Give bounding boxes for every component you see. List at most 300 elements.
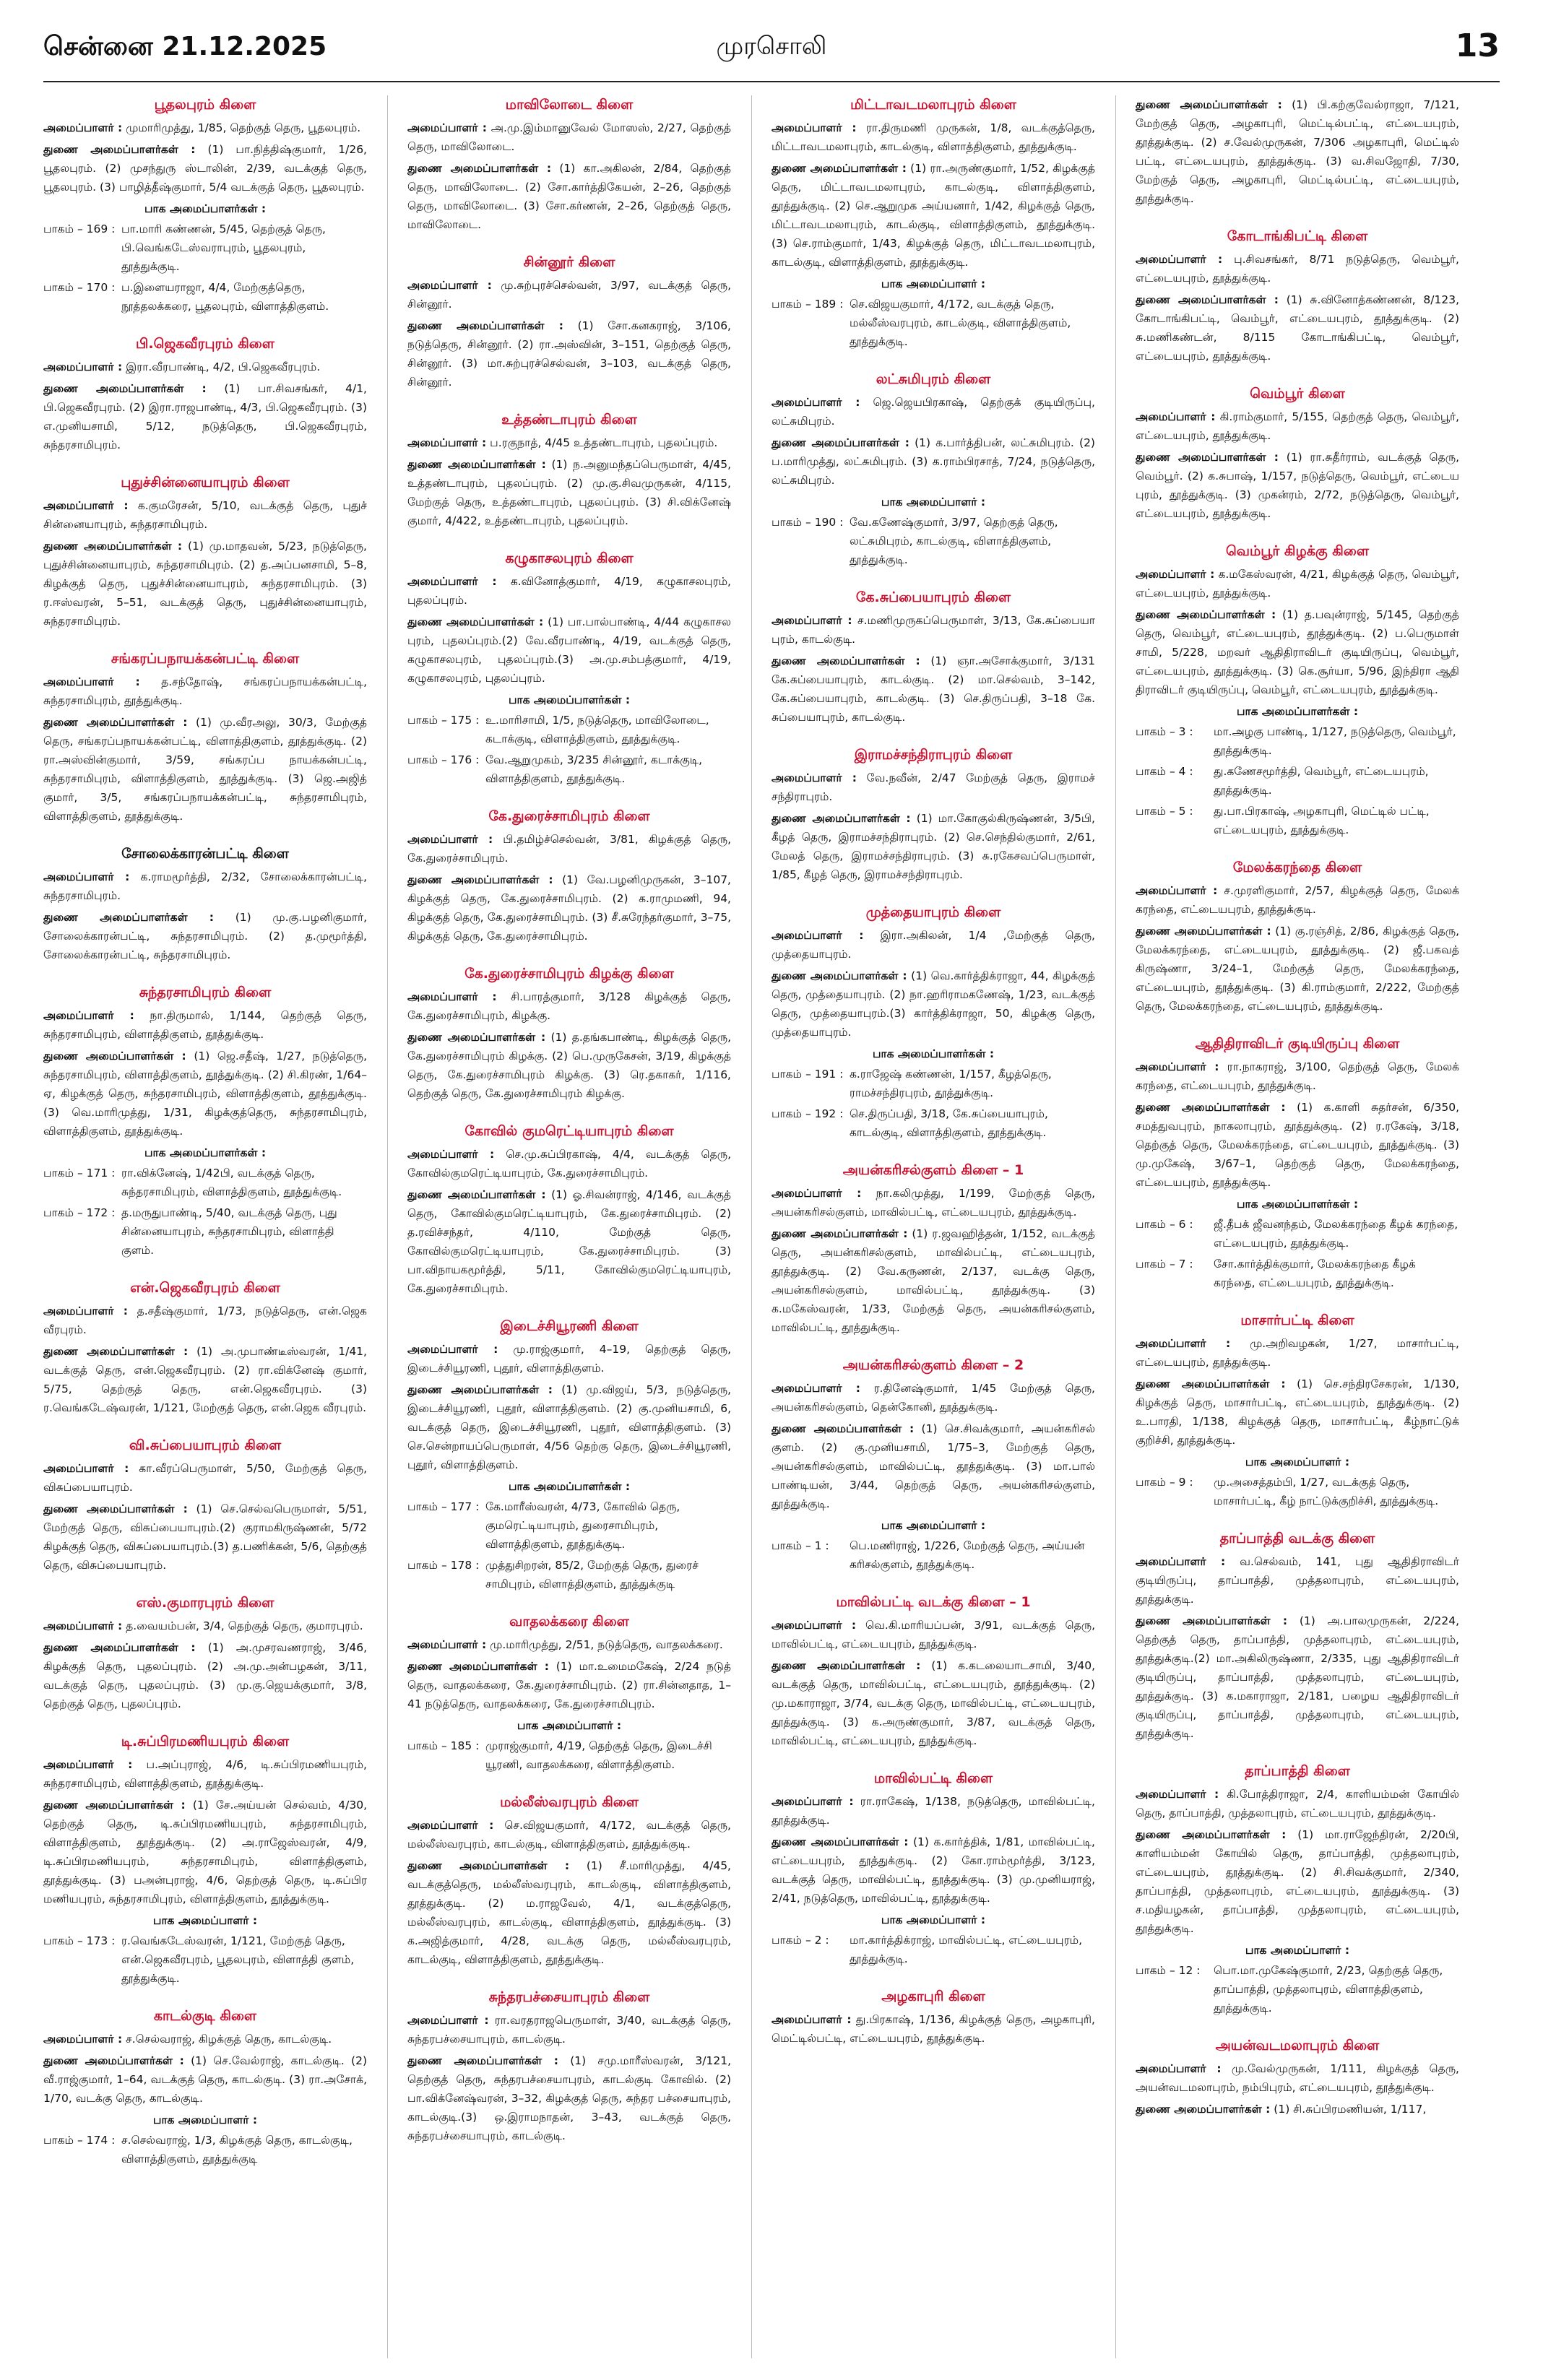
bearer-details: (1) ரா.சுதீர்ராம், வடக்குத் தெரு, வெம்பூர். (2) க.சுபாஷ், 1/157, நடுத்தெரு, வெம்பூர், எட்டைய புரம், தூத்துக்குடி. (3) முகன்ரம், 2/72, நடுத்தெரு, வெம்பூர், எட்டையபுரம், தூத்துக்குடி. bbox=[1136, 451, 1459, 520]
office-bearer-entry bbox=[43, 1459, 367, 1497]
bearer-details: மு.வேல்முருகன், 1/111, கிழக்குத் தெரு, அயன்வடமலாபுரம், நம்பிபுரம், எட்டையபுரம், தூத்துக்குடி. bbox=[1136, 2062, 1459, 2094]
role-label: துணை அமைப்பாளர்கள் : bbox=[1136, 293, 1279, 306]
branch-section bbox=[407, 1317, 731, 1593]
part-entry bbox=[43, 1931, 367, 1988]
bearer-details: து.பிரகாஷ், 1/136, கிழக்குத் தெரு, அழகாபுரி, மெட்டில்பட்டி, எட்டையபுரம், தூத்துக்குடி. bbox=[772, 2013, 1095, 2045]
role-label: துணை அமைப்பாளர்கள் : bbox=[1136, 1377, 1286, 1390]
page-body bbox=[43, 95, 1500, 2358]
role-label: அமைப்பாளர் : bbox=[772, 614, 852, 627]
office-bearer-entry bbox=[43, 379, 367, 454]
branch-section bbox=[772, 95, 1095, 351]
part-number: பாகம் – 169 : bbox=[43, 222, 116, 235]
office-bearer-entry bbox=[43, 1796, 367, 1908]
branch-section bbox=[772, 1161, 1095, 1337]
part-details: மா.கார்த்திக்ராஜ், மாவில்பட்டி, எட்டையபுரம், தூத்துக்குடி. bbox=[850, 1934, 1083, 1965]
bearer-details: நா.கலிமுத்து, 1/199, மேற்குத் தெரு, அயன்கரிசல்குளம், மாவில்பட்டி, எட்டையபுரம், தூத்துக்குடி. bbox=[772, 1187, 1095, 1219]
part-entry bbox=[772, 1104, 1095, 1142]
office-bearer-entry bbox=[407, 316, 731, 391]
office-bearer-entry bbox=[772, 1184, 1095, 1221]
office-bearer-entry bbox=[407, 1856, 731, 1969]
part-entry bbox=[1136, 1473, 1459, 1510]
role-label: அமைப்பாளர் : bbox=[772, 929, 864, 942]
bearer-details: (1) ர.ஜவஹித்தன், 1/152, வடக்குத் தெரு, அயன்கரிசல்குளம், மாவில்பட்டி, எட்டையபுரம், தூத்துக்குடி. (2) வே.கருணன், 2/137, வடக்கு தெரு, அயன்கரிசல்குளம், மாவில்பட்டி, தூத்துக்குடி. (3) க.மகேஸ்வரன், 1/33, மேற்குத் தெரு, அயன்கரிசல்குளம், மாவில்பட்டி, தூத்துக்குடி. bbox=[772, 1227, 1095, 1334]
part-entry bbox=[1136, 1255, 1459, 1292]
branch-title: சுந்தரசாமிபுரம் கிளை bbox=[139, 985, 272, 1000]
branch-section bbox=[43, 1278, 367, 1417]
branch-section bbox=[407, 1988, 731, 2145]
office-bearer-entry bbox=[407, 987, 731, 1025]
part-entry bbox=[407, 1736, 731, 1774]
part-number: பாகம் – 171 : bbox=[43, 1167, 116, 1180]
part-number: பாகம் – 12 : bbox=[1136, 1964, 1201, 1977]
bearer-details: கி.ராம்குமார், 5/155, தெற்குத் தெரு, வெம்பூர், எட்டையபுரம், தூத்துக்குடி. bbox=[1136, 410, 1459, 442]
bearer-details: (1) பா.பால்பாண்டி, 4/44 கழுகாசல புரம், புதலப்புரம்.(2) வே.வீரபாண்டி, 4/19, வடக்குத் தெரு, கழுகாசலபுரம், புதலப்புரம்.(3) அ.மு.சம்பத்குமார், 4/19, கழுகாசலபுரம், புதலப்புரம். bbox=[407, 615, 731, 685]
office-bearer-entry bbox=[43, 537, 367, 631]
office-bearer-entry bbox=[772, 966, 1095, 1042]
part-entry bbox=[1136, 1961, 1459, 2017]
bearer-details: மு.அறிவழகன், 1/27, மாசார்பட்டி, எட்டையபுரம், தூத்துக்குடி. bbox=[1136, 1337, 1459, 1369]
part-number: பாகம் – 191 : bbox=[772, 1068, 844, 1081]
bearer-details: கி.போத்திராஜா, 2/4, காளியம்மன் கோயில் தெரு, தாப்பாத்தி, முத்தலாபுரம், எட்டையபுரம், தூத்துக்குடி. bbox=[1136, 1788, 1459, 1819]
branch-section bbox=[407, 1793, 731, 1969]
bearer-details: அ.மு.இம்மானுவேல் மோஸஸ், 2/27, தெற்குத் தெரு, மாவிலோடை. bbox=[407, 121, 731, 153]
branch-section bbox=[407, 95, 731, 234]
role-label: அமைப்பாளர் : bbox=[1136, 884, 1218, 897]
bearer-details: (1) அ.பாலமுருகன், 2/224, தெற்குத் தெரு, தாப்பாத்தி, முத்தலாபுரம், எட்டையபுரம், தூத்துக்குடி.(2) மா.அகிலிருஷ்ணா, 2/335, புது ஆதிதிராவிடர் குடியிருப்பு, தாப்பாத்தி, முத்தலாபுரம், எட்டையபுரம், தூத்துக்குடி. (3) க.மகாராஜா, 2/181, பழைய ஆதிதிராவிடர் குடியிருப்பு, தாப்பாத்தி, முத்தலாபுரம், எட்டையபுரம், தூத்துக்குடி. bbox=[1136, 1614, 1459, 1740]
branch-section bbox=[43, 1593, 367, 1713]
bearer-details: க.குமரேசன், 5/10, வடக்குத் தெரு, புதுச் சின்னையாபுரம், சுந்தரசாமிபுரம். bbox=[43, 499, 367, 531]
branch-title: சின்னூர் கிளை bbox=[523, 254, 615, 270]
branch-section bbox=[772, 903, 1095, 1142]
office-bearer-entry bbox=[43, 908, 367, 964]
office-bearer-entry bbox=[407, 2051, 731, 2145]
bearer-details: (1) அ.முபாண்டீஸ்வரன், 1/41, வடக்குத் தெரு, என்.ஜெகவீரபுரம். (2) ரா.விக்னேஷ் குமார், 5/75, தெற்குத் தெரு, என்.ஜெகவீரபுரம். (3) ர.வெங்கடேஷ்வரன், 1/121, மேற்குத் தெரு, என்.ஜெக வீரபுரம். bbox=[43, 1345, 367, 1414]
branch-title: அயன்வடமலாபுரம் கிளை bbox=[1215, 2038, 1380, 2054]
role-label: அமைப்பாளர் : bbox=[1136, 568, 1215, 581]
office-bearer-entry bbox=[407, 118, 731, 156]
part-heading: பாக அமைப்பாளர் : bbox=[881, 496, 986, 509]
part-details: முராஜ்குமார், 4/19, தெற்குத் தெரு, இடைச்சி யூரணி, வாதலக்கரை, விளாத்திகுளம். bbox=[485, 1739, 712, 1771]
part-heading: பாக அமைப்பாளர் : bbox=[881, 1519, 986, 1532]
part-heading: பாக அமைப்பாளர்கள் : bbox=[1236, 705, 1359, 718]
part-details: ச.செல்வராஜ், 1/3, கிழக்குத் தெரு, காடல்குடி, விளாத்திகுளம், தூத்துக்குடி bbox=[121, 2134, 353, 2165]
role-label: அமைப்பாளர் : bbox=[43, 1304, 128, 1317]
branch-section bbox=[43, 1732, 367, 1988]
role-label: துணை அமைப்பாளர்கள் : bbox=[43, 1799, 186, 1812]
bearer-details: மு.ராஜ்குமார், 4–19, தெற்குத் தெரு, இடைச்சியூரணி, புதூர், விளாத்திகுளம். bbox=[407, 1343, 731, 1375]
bearer-details: ரா.நாகராஜ், 3/100, தெற்குத் தெரு, மேலக் கரந்தை, எட்டையபுரம், தூத்துக்குடி. bbox=[1136, 1060, 1459, 1092]
part-details: து.பா.பிரகாஷ், அழகாபுரி, மெட்டில் பட்டி, எட்டையபுரம், தூத்துக்குடி. bbox=[1214, 805, 1430, 836]
branch-section bbox=[43, 2007, 367, 2168]
role-label: துணை அமைப்பாளர்கள் : bbox=[772, 969, 907, 982]
branch-section bbox=[772, 745, 1095, 884]
bearer-details: பு.சிவசங்கர், 8/71 நடுத்தெரு, வெம்பூர், எட்டையபுரம், தூத்துக்குடி. bbox=[1136, 253, 1459, 285]
bearer-details: (1) செ.சந்திரசேகரன், 1/130, கிழக்குத் தெரு, மாசார்பட்டி, எட்டையபுரம், தூத்துக்குடி. (2) உ.பாரதி, 1/138, கிழக்குத் தெரு, மாசார்பட்டி, கீழ்நாட்டுக் குறிச்சி, தூத்துக்குடி. bbox=[1136, 1377, 1459, 1447]
role-label: துணை அமைப்பாளர்கள் : bbox=[1136, 1101, 1286, 1114]
role-label: அமைப்பாளர் : bbox=[407, 279, 492, 292]
role-label: அமைப்பாளர் : bbox=[43, 1619, 123, 1632]
role-label: துணை அமைப்பாளர்கள் : bbox=[407, 1188, 546, 1201]
branch-title: டி.சுப்பிரமணியபுரம் கிளை bbox=[121, 1734, 290, 1749]
office-bearer-entry bbox=[772, 1379, 1095, 1416]
bearer-details: இரா.அகிலன், 1/4 ,மேற்குத் தெரு, முத்தையாபுரம். bbox=[772, 929, 1095, 961]
part-number: பாகம் – 178 : bbox=[407, 1559, 480, 1572]
office-bearer-entry bbox=[43, 2030, 367, 2048]
column-divider bbox=[1115, 95, 1116, 2358]
role-label: துணை அமைப்பாளர்கள் : bbox=[43, 1345, 189, 1358]
part-heading: பாக அமைப்பாளர் : bbox=[1245, 1455, 1350, 1468]
bearer-details: ச.செல்வராஜ், கிழக்குத் தெரு, காடல்குடி. bbox=[126, 2033, 332, 2046]
office-bearer-entry bbox=[772, 1419, 1095, 1513]
bearer-details: ப.ரகுநாத், 4/45 உத்தண்டாபுரம், புதலப்புரம். bbox=[490, 436, 718, 449]
branch-title: கே.துரைச்சாமிபுரம் கிழக்கு கிளை bbox=[464, 966, 674, 982]
bearer-details: (1) ந.அனுமந்தப்பெருமாள், 4/45, உத்தண்டாபுரம், புதலப்புரம். (2) மு.கு.சிவமுருகன், 4/115, மேற்குத் தெரு, உத்தண்டாபுரம், புதலப்புரம். (3) சி.விக்னேஷ் குமார், 4/422, உத்தண்டாபுரம், புதலப்புரம். bbox=[407, 458, 731, 527]
office-bearer-entry bbox=[407, 1340, 731, 1377]
office-bearer-entry bbox=[1136, 1825, 1459, 1938]
branch-title: வாதலக்கரை கிளை bbox=[509, 1614, 629, 1630]
part-heading: பாக அமைப்பாளர்கள் : bbox=[144, 202, 267, 215]
part-entry bbox=[43, 1203, 367, 1260]
bearer-details: (1) வெ.கார்த்திக்ராஜா, 44, கிழக்குத் தெரு, முத்தையாபுரம். (2) நா.ஹரிராமகணேஷ், 1/23, வடக்குத் தெரு, முத்தையாபுரம்.(3) கார்த்திக்ராஜா, 50, கிழக்கு தெரு, முத்தையாபுரம். bbox=[772, 969, 1095, 1039]
role-label: துணை அமைப்பாளர்கள் : bbox=[407, 873, 553, 886]
branch-title: மிட்டாவடமலாபுரம் கிளை bbox=[850, 97, 1016, 113]
branch-section bbox=[772, 1356, 1095, 1574]
role-label: அமைப்பாளர் : bbox=[772, 771, 857, 784]
role-label: துணை அமைப்பாளர்கள் : bbox=[772, 162, 907, 175]
bearer-details: மு.சுற்புரச்செல்வன், 3/97, வடக்குத் தெரு, சின்னூர். bbox=[407, 279, 731, 311]
bearer-details: க.வினோத்குமார், 4/19, கழுகாசலபுரம், புதலப்புரம். bbox=[407, 575, 731, 607]
part-entry bbox=[407, 1556, 731, 1593]
office-bearer-entry bbox=[407, 159, 731, 234]
office-bearer-entry bbox=[407, 1185, 731, 1298]
office-bearer-entry bbox=[772, 2010, 1095, 2048]
branch-section bbox=[1136, 1311, 1459, 1510]
office-bearer-entry bbox=[1136, 290, 1459, 365]
role-label: அமைப்பாளர் : bbox=[43, 870, 130, 883]
part-details: ப.இளையராஜா, 4/4, மேற்குத்தெரு, நூத்தலக்கரை, பூதலபுரம், விளாத்திகுளம். bbox=[121, 281, 329, 313]
office-bearer-entry bbox=[1136, 1552, 1459, 1609]
part-number: பாகம் – 172 : bbox=[43, 1206, 116, 1219]
part-entry bbox=[43, 2131, 367, 2168]
column-divider bbox=[387, 95, 388, 2358]
role-label: அமைப்பாளர் : bbox=[772, 2013, 852, 2026]
office-bearer-entry bbox=[407, 433, 731, 452]
office-bearer-entry bbox=[772, 1832, 1095, 1908]
office-bearer-entry bbox=[772, 1792, 1095, 1830]
office-bearer-entry bbox=[43, 672, 367, 710]
branch-title: சோலைக்காரன்பட்டி கிளை bbox=[121, 846, 289, 862]
branch-section bbox=[407, 410, 731, 530]
branch-title: கழுகாசலபுரம் கிளை bbox=[505, 550, 634, 566]
office-bearer-entry bbox=[43, 496, 367, 534]
role-label: அமைப்பாளர் : bbox=[407, 990, 497, 1003]
office-bearer-entry bbox=[1136, 2059, 1459, 2097]
bearer-details: (1) சே.அய்யன் செல்வம், 4/30, தெற்குத் தெரு, டி.சுப்பிரமணியபுரம், சுந்தரசாமிபுரம், விளாத்திகுளம், தூத்துக்குடி. (2) அ.ராஜேஸ்வரன், 4/9, டி.சுப்பிரமணியபுரம், சுந்தரசாமிபுரம், விளாத்திகுளம், தூத்துக்குடி. (3) பஅன்புராஜ், 4/6, தெற்குத் தெரு, டி.சுப்பிர மணியபுரம், சுந்தரசாமிபுரம், விளாத்திகுளம், தூத்துக்குடி. bbox=[43, 1799, 367, 1905]
bearer-details: (1) க.கார்த்திக், 1/81, மாவில்பட்டி, எட்டையபுரம், தூத்துக்குடி. (2) கோ.ராம்மூர்த்தி, 3/123, வடக்குத் தெரு, மாவில்பட்டி, தூத்துக்குடி. (3) மு.முனியராஜ், 2/41, நடுத்தெரு, மாவில்பட்டி, தூத்துக்குடி. bbox=[772, 1835, 1095, 1905]
page-number: 13 bbox=[1455, 27, 1500, 64]
part-details: பா.மாரி கண்ணன், 5/45, தெற்குத் தெரு, பி.வெங்கடேஸ்வராபுரம், பூதலபுரம், தூத்துக்குடி. bbox=[121, 222, 326, 273]
part-number: பாகம் – 175 : bbox=[407, 714, 480, 727]
role-label: துணை அமைப்பாளர்கள் : bbox=[772, 1422, 915, 1435]
part-number: பாகம் – 1 : bbox=[772, 1539, 829, 1552]
part-number: பாகம் – 3 : bbox=[1136, 725, 1193, 738]
branch-section bbox=[43, 473, 367, 631]
bearer-details: (1) கா.அகிலன், 2/84, தெற்குத் தெரு, மாவிலோடை. (2) சோ.கார்த்திகேயன், 2–26, தெற்குத் தெரு, மாவிலோடை. (3) சோ.கர்ணன், 2–26, தெற்குத் தெரு, மாவிலோடை. bbox=[407, 162, 731, 231]
branch-title: லட்சுமிபுரம் கிளை bbox=[876, 371, 991, 387]
office-bearer-entry bbox=[407, 1657, 731, 1713]
office-bearer-entry bbox=[43, 358, 367, 376]
part-entry bbox=[407, 750, 731, 788]
bearer-details: (1) க.காளி சுதர்சன், 6/350, சமத்துவபுரம், நாகலாபுரம், தூத்துக்குடி. (2) ர.ரகேஷ், 3/18, தெற்குத் தெரு, மேலக்கரந்தை, எட்டையபுரம், தூத்துக்குடி. (3) மு.முகேஷ், 3/67–1, தெற்குத் தெரு, மேலக்கரந்தை, எட்டையபுரம், தூத்துக்குடி. bbox=[1136, 1101, 1459, 1189]
part-heading: பாக அமைப்பாளர்கள் : bbox=[144, 1146, 267, 1159]
office-bearer-entry bbox=[407, 2011, 731, 2048]
bearer-details: ரா.வரதராஜபெருமாள், 3/40, வடக்குத் தெரு, சுந்தரபச்சையாபுரம், காடல்குடி. bbox=[407, 2014, 731, 2046]
part-details: வே.கணேஷ்குமார், 3/97, தெற்குத் தெரு, லட்சுமிபுரம், காடல்குடி, விளாத்திகுளம், தூத்துக்குடி. bbox=[850, 516, 1058, 566]
part-entry bbox=[1136, 762, 1459, 800]
part-heading: பாக அமைப்பாளர்கள் : bbox=[508, 693, 631, 706]
branch-title: சங்கரப்பநாயக்கன்பட்டி கிளை bbox=[111, 651, 300, 667]
part-number: பாகம் – 7 : bbox=[1136, 1258, 1193, 1271]
column-2 bbox=[407, 95, 731, 2358]
part-details: மு.அசைத்தம்பி, 1/27, வடக்குத் தெரு, மாசார்பட்டி, கீழ் நாட்டுக்குறிச்சி, தூத்துக்குடி. bbox=[1214, 1476, 1439, 1507]
office-bearer-entry bbox=[407, 1380, 731, 1474]
office-bearer-entry bbox=[43, 1755, 367, 1793]
bearer-details: (1) ஓ.சிவன்ராஜ், 4/146, வடக்குத் தெரு, கோவில்குமரெட்டியாபுரம், கே.துரைச்சாமிபுரம். (2) த.ரவிச்சந்தர், 4/110, மேற்குத் தெரு, கோவில்குமரெட்டியாபுரம், கே.துரைச்சாமிபுரம். (3) பா.விநாயகமூர்த்தி, 5/11, கோவில்குமரெட்டியாபுரம், கே.துரைச்சாமிபுரம். bbox=[407, 1188, 731, 1295]
part-details: செ.திருப்பதி, 3/18, கே.சுப்பையாபுரம், காடல்குடி, விளாத்திகுளம், தூத்துக்குடி. bbox=[850, 1107, 1048, 1139]
role-label: துணை அமைப்பாளர்கள் : bbox=[407, 2054, 558, 2067]
bearer-details: (1) செ.வேல்ராஜ், காடல்குடி. (2) வீ.ராஜ்குமார், 1–64, வடக்குத் தெரு, காடல்குடி. (3) ரா.அசோக், 1/70, வடக்கு தெரு, காடல்குடி. bbox=[43, 2054, 367, 2105]
office-bearer-entry bbox=[43, 1047, 367, 1141]
bearer-details: (1) சமு.மாரீஸ்வரன், 3/121, தெற்குத் தெரு, சுந்தரபச்சையாபுரம், காடல்குடி கோவில். (2) பா.விக்னேஷ்வரன், 3–32, கிழக்குத் தெரு, சுந்தர பச்சையாபுரம், காடல்குடி.(3) ஒ.இராமநாதன், 3–43, வடக்குத் தெரு, சுந்தரபச்சையாபுரம், காடல்குடி. bbox=[407, 2054, 731, 2142]
part-details: பெ.மணிராஜ், 1/226, மேற்குத் தெரு, அய்யன் கரிசல்குளம், தூத்துக்குடி. bbox=[850, 1539, 1085, 1571]
part-number: பாகம் – 176 : bbox=[407, 753, 480, 766]
part-entry bbox=[43, 220, 367, 276]
part-entry bbox=[407, 1497, 731, 1554]
office-bearer-entry bbox=[772, 433, 1095, 490]
bearer-details: பி.தமிழ்ச்செல்வன், 3/81, கிழக்குத் தெரு, கே.துரைச்சாமிபுரம். bbox=[407, 833, 731, 865]
role-label: அமைப்பாளர் : bbox=[407, 1638, 487, 1651]
part-details: மா.அழகு பாண்டி, 1/127, நடுத்தெரு, வெம்பூர், தூத்துக்குடி. bbox=[1214, 725, 1456, 757]
branch-section bbox=[1136, 1529, 1459, 1743]
part-number: பாகம் – 177 : bbox=[407, 1500, 480, 1513]
role-label: அமைப்பாளர் : bbox=[43, 121, 123, 134]
bearer-details: (1) ஜெ.சதீஷ், 1/27, நடுத்தெரு, சுந்தரசாமிபுரம், விளாத்திகுளம், தூத்துக்குடி. (2) சி.கிரண், 1/64–ஏ, கிழக்குத் தெரு, சுந்தரசாமிபுரம், விளாத்திகுளம், தூத்துக்குடி. (3) வெ.மாரிமுத்து, 1/31, கிழக்குத்தெரு, சுந்தரசாமிபுரம், விளாத்திகுளம், தூத்துக்குடி. bbox=[43, 1050, 367, 1138]
office-bearer-entry bbox=[1136, 1611, 1459, 1743]
office-bearer-entry bbox=[772, 652, 1095, 727]
branch-section bbox=[772, 1593, 1095, 1750]
bearer-details: (1) கு.ரஞ்சித், 2/86, கிழக்குத் தெரு, மேலக்கரந்தை, எட்டையபுரம், தூத்துக்குடி. (2) ஜீ.பகவத் கிருஷ்ணா, 3/24–1, மேற்குத் தெரு, மேலக்கரந்தை, எட்டையபுரம், தூத்துக்குடி. (3) கி.ராம்குமார், 2/222, மேற்குத் தெரு, மேலக்கரந்தை, எட்டையபுரம், தூத்துக்குடி. bbox=[1136, 925, 1459, 1013]
bearer-details: (1) த.தங்கபாண்டி, கிழக்குத் தெரு, கே.துரைச்சாமிபுரம் கிழக்கு. (2) பெ.முருகேசன், 3/19, கிழக்குத் தெரு, கே.துரைச்சாமிபுரம் கிழக்கு. (3) ரெ.தகாகர், 1/116, தெற்குத் தெரு, கே.துரைச்சாமிபுரம் கிழக்கு. bbox=[407, 1031, 731, 1100]
part-details: க.ராஜேஷ் கண்ணன், 1/157, கீழத்தெரு, ராமச்சந்திரபுரம், தூத்துக்குடி. bbox=[850, 1068, 1052, 1099]
branch-section bbox=[1136, 858, 1459, 1016]
bearer-details: க.ராமமூர்த்தி, 2/32, சோலைக்காரன்பட்டி, சுந்தரசாமிபுரம். bbox=[43, 870, 367, 902]
branch-title: கோடாங்கிபட்டி கிளை bbox=[1227, 228, 1368, 244]
office-bearer-entry bbox=[407, 830, 731, 867]
part-number: பாகம் – 170 : bbox=[43, 281, 116, 294]
office-bearer-entry bbox=[407, 613, 731, 688]
role-label: துணை அமைப்பாளர்கள் : bbox=[43, 1050, 186, 1063]
bearer-details: (1) பா.சிவசங்கர், 4/1, பி.ஜெகவீரபுரம். (2) இரா.ராஜபாண்டி, 4/3, பி.ஜெகவீரபுரம். (3) எ.முனியசாமி, 5/12, நடுத்தெரு, பி.ஜெகவீரபுரம், சுந்தரசாமிபுரம். bbox=[43, 382, 367, 451]
bearer-details: (1) ரா.அருண்குமார், 1/52, கிழக்குத் தெரு, மிட்டாவடமலாபுரம், காடல்குடி, விளாத்திகுளம், தூத்துக்குடி. (2) செ.ஆறுமுக அய்யனார், 1/42, கிழக்குத் தெரு, மிட்டாவடமலாபுரம், காடல்குடி, விளாத்திகுளம், தூத்துக்குடி. (3) செ.ராம்குமார், 1/43, கிழக்குத் தெரு, மிட்டாவடமலாபுரம், காடல்குடி, விளாத்திகுளம், தூத்துக்குடி. bbox=[772, 162, 1095, 269]
role-label: அமைப்பாளர் : bbox=[1136, 1555, 1226, 1568]
branch-section bbox=[407, 1122, 731, 1298]
part-number: பாகம் – 189 : bbox=[772, 298, 844, 311]
role-label: அமைப்பாளர் : bbox=[43, 1009, 134, 1022]
part-heading: பாக அமைப்பாளர்கள் : bbox=[508, 1480, 631, 1493]
bearer-details: (1) மு.கு.பழனிகுமார், சோலைக்காரன்பட்டி, சுந்தரசாமிபுரம். (2) த.முமூர்த்தி, சோலைக்காரன்பட்டி, சுந்தரசாமிபுரம். bbox=[43, 911, 367, 961]
bearer-details: வே.நவீன், 2/47 மேற்குத் தெரு, இராமச் சந்திராபுரம். bbox=[772, 771, 1095, 803]
office-bearer-entry bbox=[772, 1656, 1095, 1750]
newspaper-name: முரசொலி bbox=[716, 32, 827, 61]
branch-title: வி.சுப்பையாபுரம் கிளை bbox=[129, 1437, 282, 1453]
part-details: து.கணேசமூர்த்தி, வெம்பூர், எட்டையபுரம், தூத்துக்குடி. bbox=[1214, 765, 1429, 797]
role-label: துணை அமைப்பாளர்கள் : bbox=[407, 319, 563, 332]
branch-section bbox=[43, 983, 367, 1260]
bearer-details: இரா.வீரபாண்டி, 4/2, பி.ஜெகவீரபுரம். bbox=[126, 360, 321, 373]
part-details: ரா.விக்னேஷ், 1/42பி, வடக்குத் தெரு, சுந்தரசாமிபுரம், விளாத்திகுளம், தூத்துக்குடி. bbox=[121, 1167, 342, 1198]
part-entry bbox=[1136, 802, 1459, 839]
office-bearer-entry bbox=[43, 1617, 367, 1635]
role-label: அமைப்பாளர் : bbox=[772, 1795, 854, 1808]
role-label: அமைப்பாளர் : bbox=[407, 1148, 495, 1161]
office-bearer-entry bbox=[1136, 922, 1459, 1016]
role-label: அமைப்பாளர் : bbox=[1136, 253, 1223, 266]
office-bearer-entry bbox=[772, 1616, 1095, 1653]
branch-title: தாப்பாத்தி வடக்கு கிளை bbox=[1219, 1531, 1375, 1546]
branch-title: கோவில் குமரெட்டியாபுரம் கிளை bbox=[464, 1123, 674, 1139]
part-number: பாகம் – 2 : bbox=[772, 1934, 829, 1947]
bearer-details: (1) த.பவுன்ராஜ், 5/145, தெற்குத் தெரு, வெம்பூர், எட்டையபுரம், தூத்துக்குடி. (2) ப.பெருமாள் சாமி, 5/228, மறவர் ஆதிதிராவிடர் குடியிருப்பு, வெம்பூர், எட்டையபுரம், தூத்துக்குடி. (3) கெ.சூர்யா, 5/96, இந்திரா ஆதி திராவிடர் குடியிருப்பு, வெம்பூர், எட்டையபுரம், தூத்துக்குடி. bbox=[1136, 608, 1459, 696]
part-entry bbox=[407, 711, 731, 748]
office-bearer-entry bbox=[1136, 250, 1459, 287]
role-label: அமைப்பாளர் : bbox=[407, 1343, 498, 1356]
role-label: அமைப்பாளர் : bbox=[1136, 1060, 1219, 1073]
role-label: துணை அமைப்பாளர்கள் : bbox=[43, 911, 214, 924]
office-bearer-entry bbox=[1136, 2100, 1459, 2119]
role-label: துணை அமைப்பாளர்கள் : bbox=[43, 1502, 188, 1515]
office-bearer-entry bbox=[772, 926, 1095, 964]
office-bearer-entry bbox=[43, 1342, 367, 1417]
role-label: அமைப்பாளர் : bbox=[43, 1462, 129, 1475]
branch-section bbox=[43, 334, 367, 454]
column-3 bbox=[772, 95, 1095, 2358]
branch-section bbox=[1136, 384, 1459, 523]
branch-title: வெம்பூர் கிளை bbox=[1250, 386, 1345, 402]
bearer-details: (1) க.கடலையாடசாமி, 3/40, வடக்குத் தெரு, மாவில்பட்டி, எட்டையபுரம், தூத்துக்குடி. (2) மு.மகாராஜா, 3/74, வடக்கு தெரு, மாவில்பட்டி, எட்டையபுரம், தூத்துக்குடி. (3) க.அருண்குமார், 3/87, வடக்குத் தெரு, மாவில்பட்டி, எட்டையபுரம், தூத்துக்குடி. bbox=[772, 1659, 1095, 1747]
role-label: அமைப்பாளர் : bbox=[43, 1758, 133, 1771]
branch-title: மல்லீஸ்வரபுரம் கிளை bbox=[500, 1794, 639, 1810]
bearer-details: ஜெ.ஜெயபிரகாஷ், தெற்குக் குடியிருப்பு, லட்சுமிபுரம். bbox=[772, 396, 1095, 428]
part-heading: பாக அமைப்பாளர் : bbox=[881, 277, 986, 290]
part-heading: பாக அமைப்பாளர் : bbox=[517, 1719, 622, 1732]
role-label: அமைப்பாளர் : bbox=[43, 499, 129, 512]
role-label: துணை அமைப்பாளர்கள் : bbox=[407, 1660, 549, 1673]
part-entry bbox=[43, 1164, 367, 1201]
office-bearer-entry bbox=[1136, 1057, 1459, 1095]
role-label: துணை அமைப்பாளர்கள் : bbox=[1136, 925, 1271, 938]
branch-title: கே.துரைச்சாமிபுரம் கிளை bbox=[488, 808, 650, 824]
part-details: முத்துசிறரன், 85/2, மேற்குத் தெரு, துரைச் சாமிபுரம், விளாத்திகுளம், தூத்துக்குடி bbox=[485, 1559, 699, 1591]
part-entry bbox=[772, 1931, 1095, 1968]
part-heading: பாக அமைப்பாளர்கள் : bbox=[872, 1047, 995, 1060]
part-details: கே.மாரீஸ்வரன், 4/73, கோவில் தெரு, குமரெட்டியாபுரம், துரைசாமிபுரம், விளாத்திகுளம், தூத்துக்குடி. bbox=[485, 1500, 680, 1551]
bearer-details: ர.தினேஷ்குமார், 1/45 மேற்குத் தெரு, அயன்கரிசல்குளம், தென்கோனி, தூத்துக்குடி. bbox=[772, 1382, 1095, 1414]
role-label: அமைப்பாளர் : bbox=[772, 1619, 857, 1632]
part-heading: பாக அமைப்பாளர் : bbox=[1245, 1944, 1350, 1957]
part-entry bbox=[43, 278, 367, 316]
branch-section bbox=[772, 370, 1095, 569]
branch-section bbox=[407, 964, 731, 1103]
bearer-details: ரா.திருமணி முருகன், 1/8, வடக்குத்தெரு, மிட்டாவடமலாபுரம், காடல்குடி, விளாத்திகுளம், தூத்துக்குடி. bbox=[772, 121, 1095, 153]
branch-title: மாவிலோடை கிளை bbox=[505, 97, 634, 113]
branch-title: பி.ஜெகவீரபுரம் கிளை bbox=[136, 336, 275, 352]
part-number: பாகம் – 174 : bbox=[43, 2134, 116, 2147]
part-number: பாகம் – 6 : bbox=[1136, 1218, 1193, 1231]
part-details: பொ.மா.முகேஷ்குமார், 2/23, தெற்குத் தெரு, தாப்பாத்தி, முத்தலாபுரம், விளாத்திகுளம், தூத்துக்குடி. bbox=[1214, 1964, 1443, 2015]
role-label: அமைப்பாளர் : bbox=[772, 1382, 860, 1395]
role-label: துணை அமைப்பாளர்கள் : bbox=[407, 1383, 553, 1396]
part-heading: பாக அமைப்பாளர்கள் : bbox=[1236, 1198, 1359, 1211]
bearer-details: (1) மா.கோகுல்கிருஷ்ணன், 3/5பி, கீழத் தெரு, இராமச்சந்திராபுரம். (2) செ.செந்தில்குமார், 2/61, மேலத் தெரு, இராமச்சந்திராபுரம். (3) சு.ரகேசவப்பெருமாள், 1/85, கீழத் தெரு, இராமச்சந்திராபுரம். bbox=[772, 812, 1095, 881]
role-label: துணை அமைப்பாளர்கள் : bbox=[1136, 2103, 1271, 2116]
branch-title: மாவில்பட்டி வடக்கு கிளை – 1 bbox=[836, 1594, 1031, 1610]
role-label: அமைப்பாளர் : bbox=[1136, 1337, 1231, 1350]
role-label: துணை அமைப்பாளர்கள் : bbox=[772, 1227, 908, 1240]
bearer-details: செ.மு.சுப்பிரகாஷ், 4/4, வடக்குத் தெரு, கோவில்குமரெட்டியாபுரம், கே.துரைச்சாமிபுரம். bbox=[407, 1148, 731, 1180]
branch-section bbox=[407, 807, 731, 945]
office-bearer-entry bbox=[43, 1500, 367, 1575]
office-bearer-entry bbox=[43, 118, 367, 137]
branch-title: பூதலபுரம் கிளை bbox=[154, 97, 256, 113]
branch-title: கே.சுப்பையாபுரம் கிளை bbox=[855, 589, 1011, 605]
bearer-details: வெ.கி.மாரியப்பன், 3/91, வடக்குத் தெரு, மாவில்பட்டி, எட்டையபுரம், தூத்துக்குடி. bbox=[772, 1619, 1095, 1650]
bearer-details: க.மகேஸ்வரன், 4/21, கிழக்குத் தெரு, வெம்பூர், எட்டையபுரம், தூத்துக்குடி. bbox=[1136, 568, 1459, 600]
column-4 bbox=[1136, 95, 1459, 2358]
office-bearer-entry bbox=[43, 867, 367, 905]
issue-date: சென்னை 21.12.2025 bbox=[43, 32, 327, 61]
bearer-details: (1) மு.விஜய், 5/3, நடுத்தெரு, இடைச்சியூரணி, புதூர், விளாத்திகுளம். (2) கு.முனியசாமி, 6, வடக்குத் தெரு, இடைச்சியூரணி, புதூர், விளாத்திகுளம். (3) செ.சென்றாயப்பெருமாள், 4/56 தெற்கு தெரு, இடைச்சியூரணி, புதூர், விளாத்திகுளம். bbox=[407, 1383, 731, 1471]
branch-title: காடல்குடி கிளை bbox=[153, 2008, 257, 2024]
bearer-details: ரா.ராகேஷ், 1/138, நடுத்தெரு, மாவில்பட்டி, தூத்துக்குடி. bbox=[772, 1795, 1095, 1827]
part-number: பாகம் – 190 : bbox=[772, 516, 844, 529]
office-bearer-entry bbox=[407, 1028, 731, 1103]
part-entry bbox=[772, 1065, 1095, 1102]
office-bearer-entry bbox=[1136, 448, 1459, 523]
column-1 bbox=[43, 95, 367, 2358]
role-label: துணை அமைப்பாளர்கள் : bbox=[1136, 1614, 1288, 1627]
part-number: பாகம் – 4 : bbox=[1136, 765, 1193, 778]
bearer-details: (1) செ.சிவக்குமார், அயன்கரிசல் குளம். (2) கு.முனியசாமி, 1/75–3, மேற்குத் தெரு, அயன்கரிசல்குளம், மாவில்பட்டி, தூத்துக்குடி. (3) மா.பால் பாண்டியன், 3/44, தெற்குத் தெரு, அயன்கரிசல்குளம், தூத்துக்குடி. bbox=[772, 1422, 1095, 1510]
part-details: வே.ஆறுமுகம், 3/235 சின்னூர், கடாக்குடி, விளாத்திகுளம், தூத்துக்குடி. bbox=[485, 753, 703, 785]
bearer-details: த.சந்தோஷ், சங்கரப்பநாயக்கன்பட்டி, சுந்தரசாமிபுரம், தூத்துக்குடி. bbox=[43, 675, 367, 707]
role-label: துணை அமைப்பாளர்கள் : bbox=[1136, 608, 1276, 621]
part-details: ஜீ.தீபக் ஜீவனந்தம், மேலக்கரந்தை கீழக் கரந்தை, எட்டையபுரம், தூத்துக்குடி. bbox=[1214, 1218, 1458, 1250]
part-heading: பாக அமைப்பாளர் : bbox=[881, 1913, 986, 1926]
role-label: அமைப்பாளர் : bbox=[407, 1819, 494, 1832]
bearer-details: (1) சி.சுப்பிரமணியன், 1/117, bbox=[1274, 2103, 1427, 2116]
bearer-details: கா.வீரப்பெருமாள், 5/50, மேற்குத் தெரு, விசுப்பையாபுரம். bbox=[43, 1462, 367, 1494]
branch-title: இடைச்சியூரணி கிளை bbox=[500, 1318, 639, 1334]
role-label: அமைப்பாளர் : bbox=[43, 2033, 123, 2046]
bearer-details: சி.பாரத்குமார், 3/128 கிழக்குத் தெரு, கே.துரைச்சாமிபுரம், கிழக்கு. bbox=[407, 990, 731, 1022]
part-entry bbox=[1136, 722, 1459, 760]
header-rule bbox=[43, 81, 1500, 82]
branch-section bbox=[43, 844, 367, 964]
bearer-details: நா.திருமால், 1/144, தெற்குத் தெரு, சுந்தரசாமிபுரம், விளாத்திகுளம், தூத்துக்குடி. bbox=[43, 1009, 367, 1041]
office-bearer-entry bbox=[1136, 605, 1459, 699]
role-label: அமைப்பாளர் : bbox=[772, 396, 860, 409]
office-bearer-entry bbox=[1136, 881, 1459, 919]
